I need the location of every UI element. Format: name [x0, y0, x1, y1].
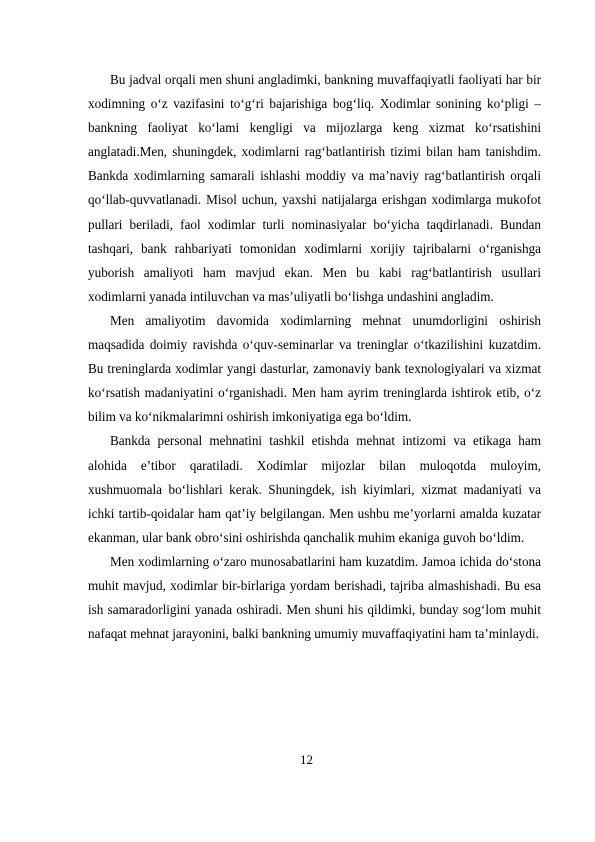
page-number: 12: [300, 752, 313, 767]
paragraph-trainings: Men amaliyotim davomida xodimlarning mehnat unumdorligini oshirish maqsadida doimiy ravishda o‘quv-seminarlar va treninglar o‘tkazilishini kuzatdim. Bu treninglarda xodimlar yangi dasturlar, zamonaviy bank texnologiyalari va xizmat ko‘rsatish madaniyatini o‘rganishadi. Men ham ayrim treninglarda ishtirok etib, o‘z bilim va ko‘nikmalarimni oshirish imkoniyatiga ega bo‘ldim.: [88, 312, 541, 425]
paragraph-team-relations: Men xodimlarning o‘zaro munosabatlarini ham kuzatdim. Jamoa ichida do‘stona muhit mavjud, xodimlar bir-birlariga yordam berishadi, tajriba almashishadi. Bu esa ish samaradorligini yanada oshiradi. Men shuni his qildimki, bunday sog‘lom muhit nafaqat mehnat jarayonini, balki bankning umumiy muvaffaqiyatini ham ta’minlaydi.: [88, 553, 541, 642]
paragraph-staff-incentives: Bu jadval orqali men shuni angladimki, bankning muvaffaqiyatli faoliyati har bir xodimning o‘z vazifasini to‘g‘ri bajarishiga bog‘liq. Xodimlar sonining ko‘pligi – bankning faoliyat ko‘lami kengligi va mijozlarga keng xizmat ko‘rsatishini anglatadi.Men, shuningdek, xodimlarni rag‘batlantirish tizimi bilan ham tanishdim. Bankda xodimlarning samarali ishlashi moddiy va ma’naviy rag‘batlantirish orqali qo‘llab-quvvatlanadi. Misol uchun, yaxshi natijalarga erishgan xodimlarga mukofot pullari beriladi, faol xodimlar turli nominasiyalar bo‘yicha taqdirlanadi. Bundan tashqari, bank rahbariyati tomonidan xodimlarni xorijiy tajribalarni o‘rganishga yuborish amaliyoti ham mavjud ekan. Men bu kabi rag‘batlantirish usullari xodimlarni yanada intiluvchan va mas’uliyatli bo‘lishga undashini angladim.: [88, 72, 541, 304]
document-body: [88, 68, 541, 646]
paragraph-discipline-ethics: Bankda personal mehnatini tashkil etishda mehnat intizomi va etikaga ham alohida e’tibor qaratiladi. Xodimlar mijozlar bilan muloqotda muloyim, xushmuomala bo‘lishlari kerak. Shuningdek, ish kiyimlari, xizmat madaniyati va ichki tartib-qoidalar ham qat’iy belgilangan. Men ushbu me’yorlarni amalda kuzatar ekanman, ular bank obro‘sini oshirishda qanchalik muhim ekaniga guvoh bo‘ldim.: [88, 433, 541, 545]
